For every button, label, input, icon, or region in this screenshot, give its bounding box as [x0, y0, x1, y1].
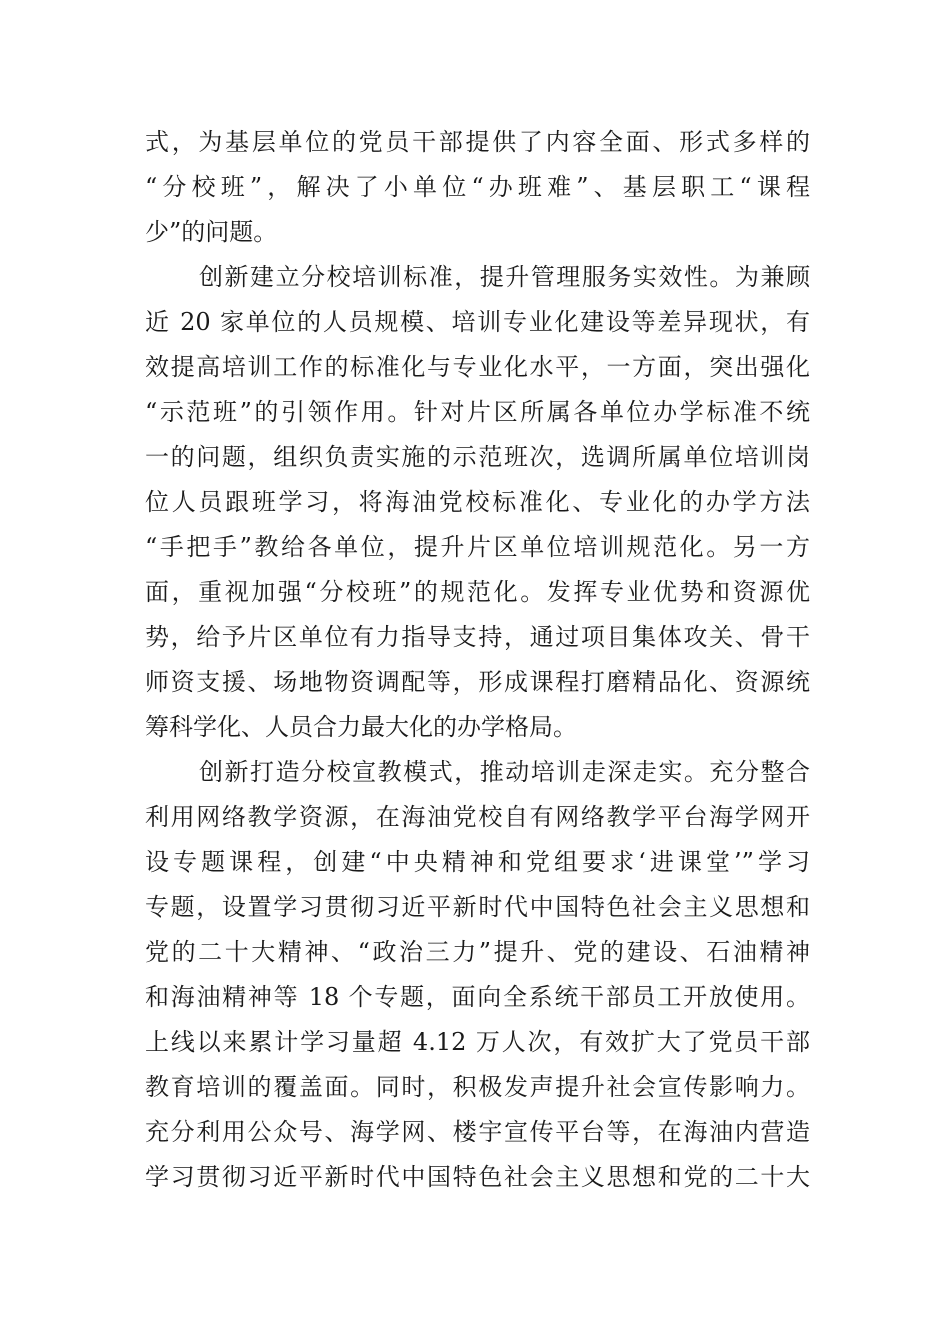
paragraph-2-line-8: 面，重视加强“分校班”的规范化。发挥专业优势和资源优 [145, 578, 810, 606]
paragraph-2-line-1: 创新建立分校培训标准，提升管理服务实效性。为兼顾 [199, 263, 810, 291]
paragraph-2-line-4: “示范班”的引领作用。针对片区所属各单位办学标准不统 [145, 398, 810, 426]
paragraph-2-line-2: 近 20 家单位的人员规模、培训专业化建设等差异现状，有 [145, 308, 810, 336]
paragraph-3-line-5: 党的二十大精神、“政治三力”提升、党的建设、石油精神 [145, 938, 810, 966]
paragraph-3-line-6: 和海油精神等 18 个专题，面向全系统干部员工开放使用。 [145, 983, 810, 1011]
paragraph-3-line-9: 充分利用公众号、海学网、楼宇宣传平台等，在海油内营造 [145, 1118, 810, 1146]
paragraph-2-line-6: 位人员跟班学习，将海油党校标准化、专业化的办学方法 [145, 488, 810, 516]
paragraph-3-line-4: 专题，设置学习贯彻习近平新时代中国特色社会主义思想和 [145, 893, 810, 921]
paragraph-2-line-7: “手把手”教给各单位，提升片区单位培训规范化。另一方 [145, 533, 810, 561]
document-body [145, 120, 810, 1200]
paragraph-3-line-10: 学习贯彻习近平新时代中国特色社会主义思想和党的二十大 [145, 1163, 810, 1191]
paragraph-1-line-2: “分校班”，解决了小单位“办班难”、基层职工“课程 [145, 173, 810, 201]
paragraph-3-line-1: 创新打造分校宣教模式，推动培训走深走实。充分整合 [199, 758, 810, 786]
paragraph-3-line-7: 上线以来累计学习量超 4.12 万人次，有效扩大了党员干部 [145, 1028, 810, 1056]
paragraph-1-line-3: 少”的问题。 [145, 218, 278, 246]
paragraph-2-line-9: 势，给予片区单位有力指导支持，通过项目集体攻关、骨干 [145, 623, 810, 651]
paragraph-3-line-8: 教育培训的覆盖面。同时，积极发声提升社会宣传影响力。 [145, 1073, 810, 1101]
paragraph-2-line-3: 效提高培训工作的标准化与专业化水平，一方面，突出强化 [145, 353, 810, 381]
paragraph-3-line-2: 利用网络教学资源，在海油党校自有网络教学平台海学网开 [145, 803, 810, 831]
paragraph-1-line-1: 式，为基层单位的党员干部提供了内容全面、形式多样的 [145, 128, 810, 156]
paragraph-3-line-3: 设专题课程，创建“中央精神和党组要求‘进课堂’”学习 [145, 848, 810, 876]
paragraph-2-line-5: 一的问题，组织负责实施的示范班次，选调所属单位培训岗 [145, 443, 810, 471]
paragraph-2-line-11: 筹科学化、人员合力最大化的办学格局。 [145, 713, 577, 741]
paragraph-2-line-10: 师资支援、场地物资调配等，形成课程打磨精品化、资源统 [145, 668, 810, 696]
